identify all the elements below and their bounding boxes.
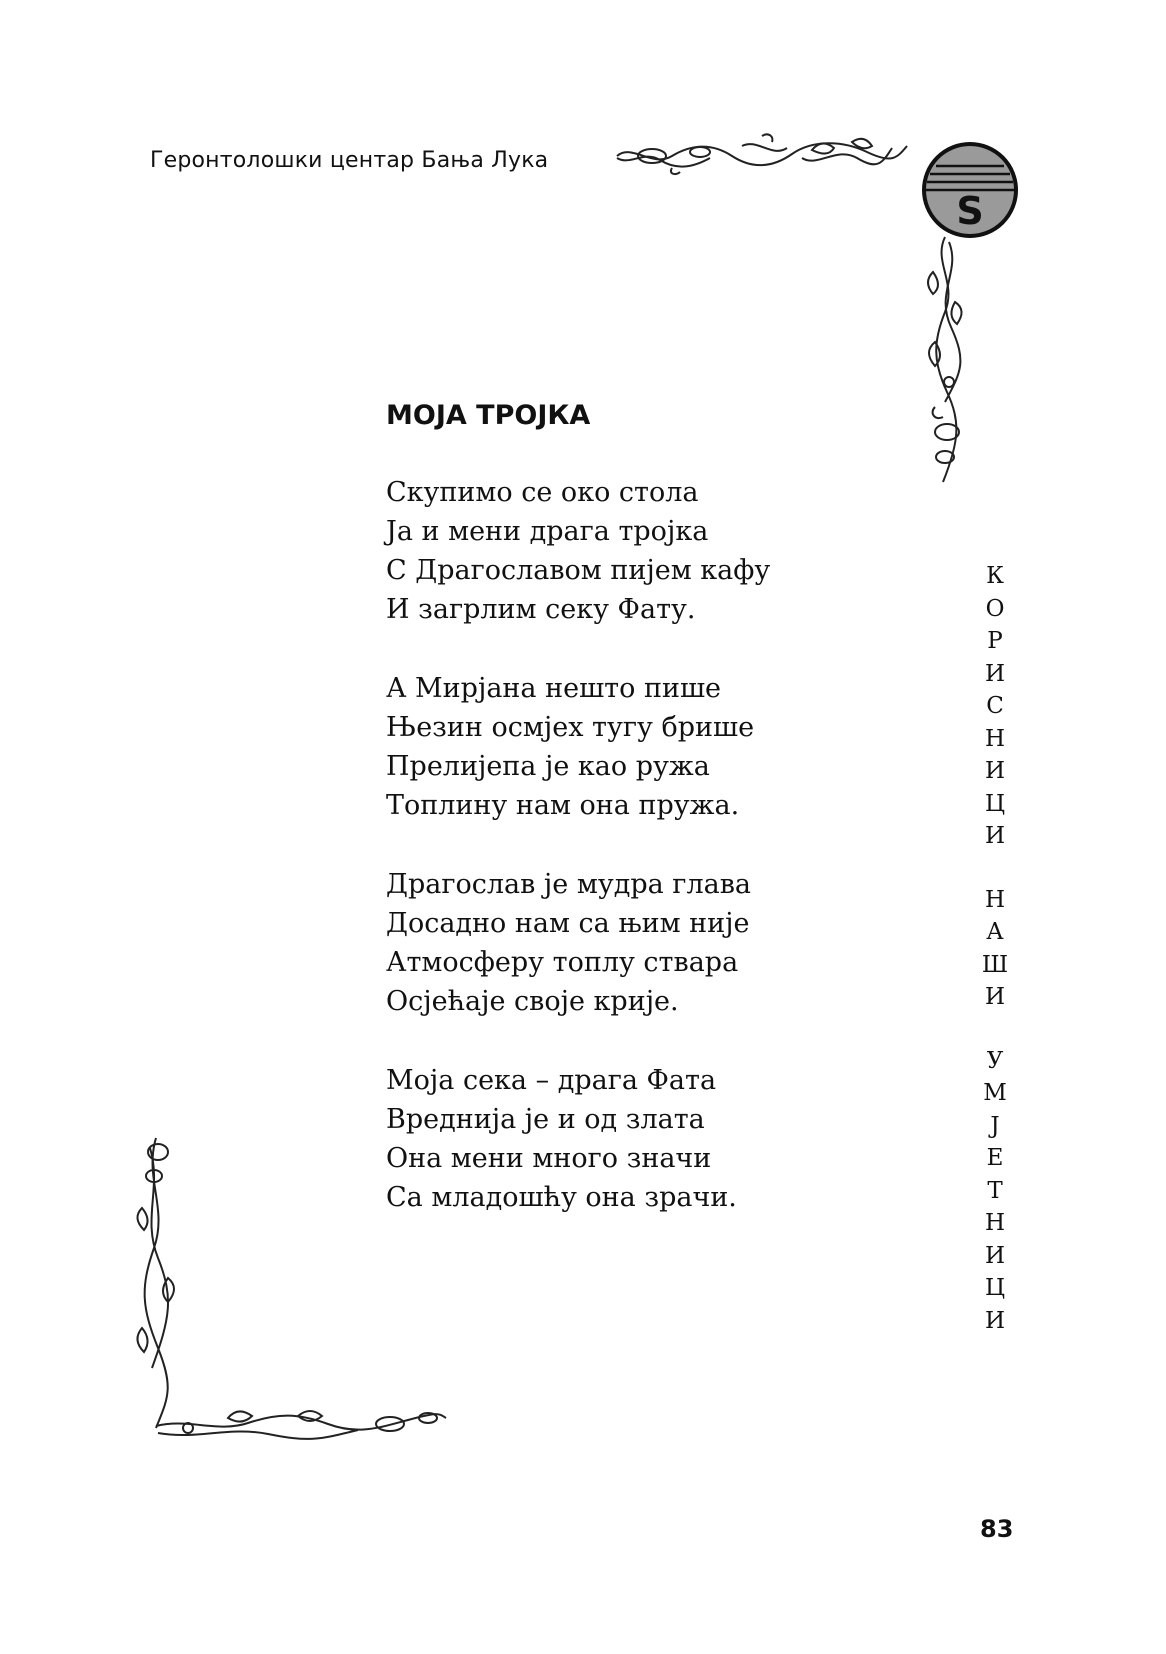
vertical-word [975,884,1015,1014]
page-number: 83 [980,1515,1014,1543]
stanza [386,473,906,629]
vertical-letter: И [984,1242,1006,1269]
vertical-letter: У [986,1047,1004,1074]
vertical-letter: И [984,660,1006,687]
poem-line: Њезин осмјех тугу брише [386,712,755,743]
vertical-letter: Ј [990,1112,1000,1139]
poem-line: Атмосферу топлу ствара [386,947,739,978]
vertical-letter: Ц [984,790,1006,817]
vertical-word [975,560,1015,853]
vertical-letter: Е [986,1145,1004,1171]
svg-text:S: S [956,189,984,233]
poem-line: Она мени много значи [386,1143,712,1174]
poem-line: Топлину нам она пружа. [386,790,740,821]
logo-icon [920,140,1020,240]
poem-line: Ја и мени драга тројка [386,516,709,547]
vertical-letter: И [984,823,1006,849]
poem-title: МОЈА ТРОЈКА [386,400,591,431]
vine-ornament-top [612,128,912,178]
vertical-letter: А [986,919,1004,945]
poem-line: С Драгославом пијем кафу [386,555,771,586]
vertical-word [975,1045,1015,1338]
stanza [386,669,906,825]
vertical-letter: Ц [984,1275,1006,1301]
poem-line: Скупимо се око стола [386,477,699,508]
vertical-letter: С [986,693,1004,719]
vertical-letter: И [984,1307,1006,1334]
vertical-letter: Н [984,886,1006,913]
poem-line: Досадно нам са њим није [386,908,750,939]
vertical-section-label [975,560,1015,1368]
vertical-letter: Ш [981,951,1009,978]
poem-line: Са младошћу она зрачи. [386,1182,737,1213]
vertical-letter: Н [984,1210,1006,1236]
stanza [386,865,906,1021]
poem-line: Осјећаје своје крије. [386,986,679,1017]
poem-line: А Мирјана нешто пише [386,673,722,704]
vertical-letter: Н [984,725,1006,752]
stanza [386,1061,906,1217]
poem [386,400,906,1257]
running-header: Геронтолошки центар Бања Лука [150,148,549,173]
vertical-letter: Р [987,628,1003,654]
poem-line: Моја сека – драга Фата [386,1065,717,1096]
poem-line: И загрлим секу Фату. [386,594,696,625]
vertical-letter: Т [987,1177,1003,1204]
vertical-letter: К [986,563,1004,589]
vertical-letter: М [983,1080,1007,1106]
vertical-letter: О [985,595,1005,622]
poem-line: Вреднија је и од злата [386,1104,705,1135]
poem-line: Драгослав је мудра глава [386,869,751,900]
vine-ornament-right [915,232,975,487]
poem-line: Прелијепа је као ружа [386,751,710,782]
vertical-letter: И [984,758,1006,784]
vertical-letter: И [984,984,1006,1010]
